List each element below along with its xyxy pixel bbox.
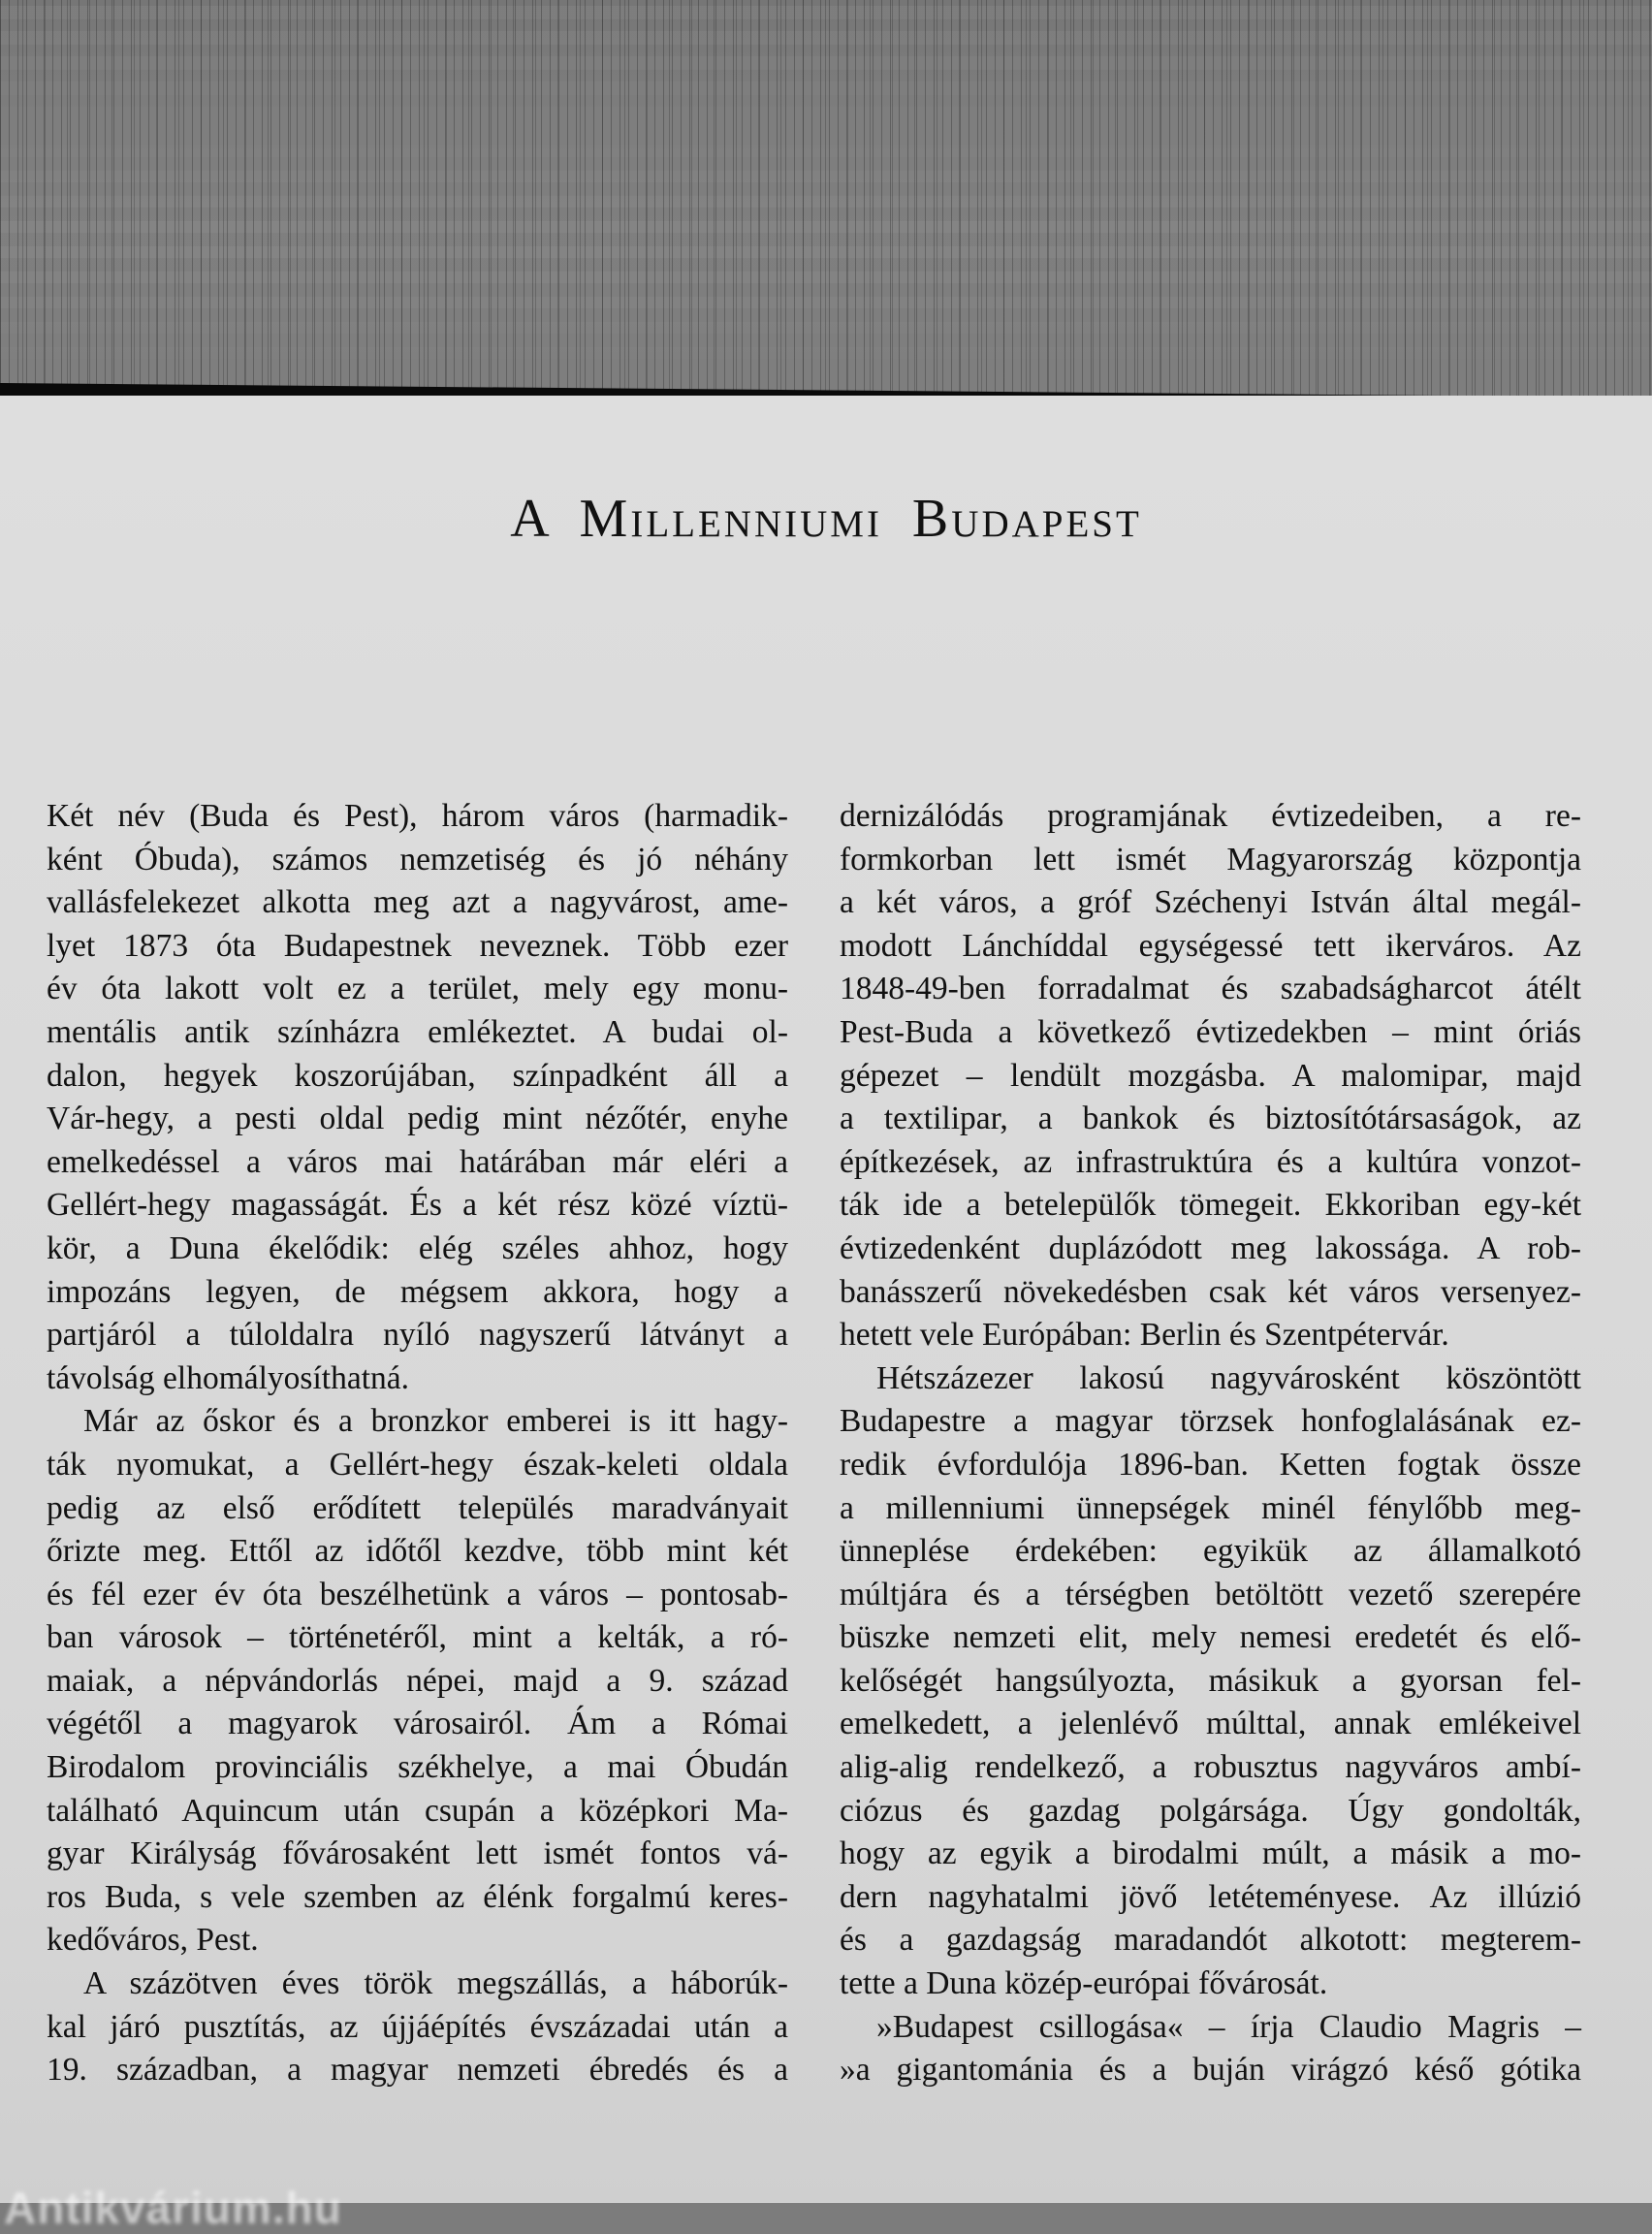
- text-line: őrizte meg. Ettől az időtől kezdve, több mint két: [47, 1533, 788, 1570]
- text-line: Budapestre a magyar törzsek honfoglalásának ez-: [840, 1403, 1581, 1440]
- text-line: formkorban lett ismét Magyarország központja: [840, 841, 1581, 878]
- text-line: impozáns legyen, de mégsem akkora, hogy a: [47, 1273, 788, 1310]
- text-line: dernizálódás programjának évtizedeiben, a re-: [840, 798, 1581, 834]
- text-line: Hétszázezer lakosú nagyvárosként köszöntött: [876, 1359, 1581, 1396]
- text-line: ünneplése érdekében: egyikük az államalkotó: [840, 1533, 1581, 1570]
- text-line: pedig az első erődített település maradványait: [47, 1489, 788, 1526]
- text-line: gépezet – lendült mozgásba. A malomipar, majd: [840, 1057, 1581, 1094]
- text-line: emelkedéssel a város mai határában már eléri a: [47, 1143, 788, 1180]
- text-line: és a gazdagság maradandót alkotott: megterem-: [840, 1922, 1581, 1959]
- text-line: lyet 1873 óta Budapestnek neveznek. Több ezer: [47, 927, 788, 964]
- text-line: maiak, a népvándorlás népei, majd a 9. század: [47, 1662, 788, 1699]
- text-line: a két város, a gróf Széchenyi István által megál-: [840, 884, 1581, 921]
- text-line: 1848-49-ben forradalmat és szabadságharcot átélt: [840, 971, 1581, 1007]
- text-line: ták nyomukat, a Gellért-hegy észak-keleti oldala: [47, 1446, 788, 1483]
- text-line: alig-alig rendelkező, a robusztus nagyváros ambí-: [840, 1749, 1581, 1786]
- text-line: Gellért-hegy magasságát. És a két rész közé víztü-: [47, 1187, 788, 1224]
- text-line: hogy az egyik a birodalmi múlt, a másik a mo-: [840, 1835, 1581, 1872]
- text-line: ták ide a betelepülők tömegeit. Ekkoriban egy-két: [840, 1187, 1581, 1224]
- text-line: gyar Királyság fővárosaként lett ismét fontos vá-: [47, 1835, 788, 1872]
- text-line: ciózus és gazdag polgársága. Úgy gondolták,: [840, 1792, 1581, 1829]
- text-line: található Aquincum után csupán a középkori Ma-: [47, 1792, 788, 1829]
- text-line: távolság elhomályosíthatná.: [47, 1359, 409, 1396]
- text-line: ban városok – történetéről, mint a kelták, a ró-: [47, 1619, 788, 1656]
- text-line: Pest-Buda a következő évtizedekben – mint óriás: [840, 1013, 1581, 1050]
- text-line: dern nagyhatalmi jövő letéteményese. Az illúzió: [840, 1878, 1581, 1915]
- text-line: a textilipar, a bankok és biztosítótársaságok, az: [840, 1101, 1581, 1137]
- right-text-column: [840, 795, 1581, 2092]
- text-line: végétől a magyarok városairól. Ám a Római: [47, 1706, 788, 1742]
- text-line: kedőváros, Pest.: [47, 1922, 259, 1959]
- text-line: vallásfelekezet alkotta meg azt a nagyvárost, ame-: [47, 884, 788, 921]
- text-line: banásszerű növekedésben csak két város versenyez-: [840, 1273, 1581, 1310]
- text-line: múltjára és a térségben betöltött vezető szerepére: [840, 1576, 1581, 1612]
- text-line: kal járó pusztítás, az újjáépítés évszázadai után a: [47, 2008, 788, 2045]
- text-line: kelőségét hangsúlyozta, másikuk a gyorsan fel-: [840, 1662, 1581, 1699]
- text-line: kör, a Duna ékelődik: elég széles ahhoz, hogy: [47, 1229, 788, 1266]
- text-line: modott Lánchíddal egységessé tett ikerváros. Az: [840, 927, 1581, 964]
- text-line: büszke nemzeti elit, mely nemesi eredetét és elő-: [840, 1619, 1581, 1656]
- text-line: ros Buda, s vele szemben az élénk forgalmú keres-: [47, 1878, 788, 1915]
- text-line: tette a Duna közép-európai fővárosát.: [840, 1965, 1328, 2002]
- text-line: és fél ezer év óta beszélhetünk a város – pontosab-: [47, 1576, 788, 1612]
- text-line: építkezések, az infrastruktúra és a kultúra vonzot-: [840, 1143, 1581, 1180]
- text-line: »Budapest csillogása« – írja Claudio Magris –: [876, 2008, 1581, 2045]
- watermark: Antikvárium.hu: [4, 2183, 342, 2233]
- text-line: A százötven éves török megszállás, a háborúk-: [83, 1965, 788, 2002]
- left-text-column: [47, 795, 788, 2092]
- text-line: mentális antik színházra emlékeztet. A budai ol-: [47, 1013, 788, 1050]
- text-line: Már az őskor és a bronzkor emberei is itt hagy-: [83, 1403, 788, 1440]
- text-line: évtizedenként duplázódott meg lakossága. A rob-: [840, 1229, 1581, 1266]
- text-line: redik évfordulója 1896-ban. Ketten fogtak össze: [840, 1446, 1581, 1483]
- text-line: Két név (Buda és Pest), három város (harmadik-: [47, 798, 788, 834]
- page-title: A Millenniumi Budapest: [510, 489, 1142, 549]
- text-line: partjáról a túloldalra nyíló nagyszerű látványt a: [47, 1317, 788, 1354]
- text-line: ként Óbuda), számos nemzetiség és jó néhány: [47, 841, 788, 878]
- text-line: »a gigantománia és a buján virágzó késő gótika: [840, 2052, 1581, 2089]
- text-line: a millenniumi ünnepségek minél fénylőbb meg-: [840, 1489, 1581, 1526]
- text-line: 19. században, a magyar nemzeti ébredés és a: [47, 2052, 788, 2089]
- text-line: dalon, hegyek koszorújában, színpadként áll a: [47, 1057, 788, 1094]
- wooden-background: [0, 0, 1652, 398]
- text-line: hetett vele Európában: Berlin és Szentpétervár.: [840, 1317, 1449, 1354]
- text-line: év óta lakott volt ez a terület, mely egy monu-: [47, 971, 788, 1007]
- text-line: Vár-hegy, a pesti oldal pedig mint nézőtér, enyhe: [47, 1101, 788, 1137]
- text-line: Birodalom provinciális székhelye, a mai Óbudán: [47, 1749, 788, 1786]
- text-line: emelkedett, a jelenlévő múlttal, annak emlékeivel: [840, 1706, 1581, 1742]
